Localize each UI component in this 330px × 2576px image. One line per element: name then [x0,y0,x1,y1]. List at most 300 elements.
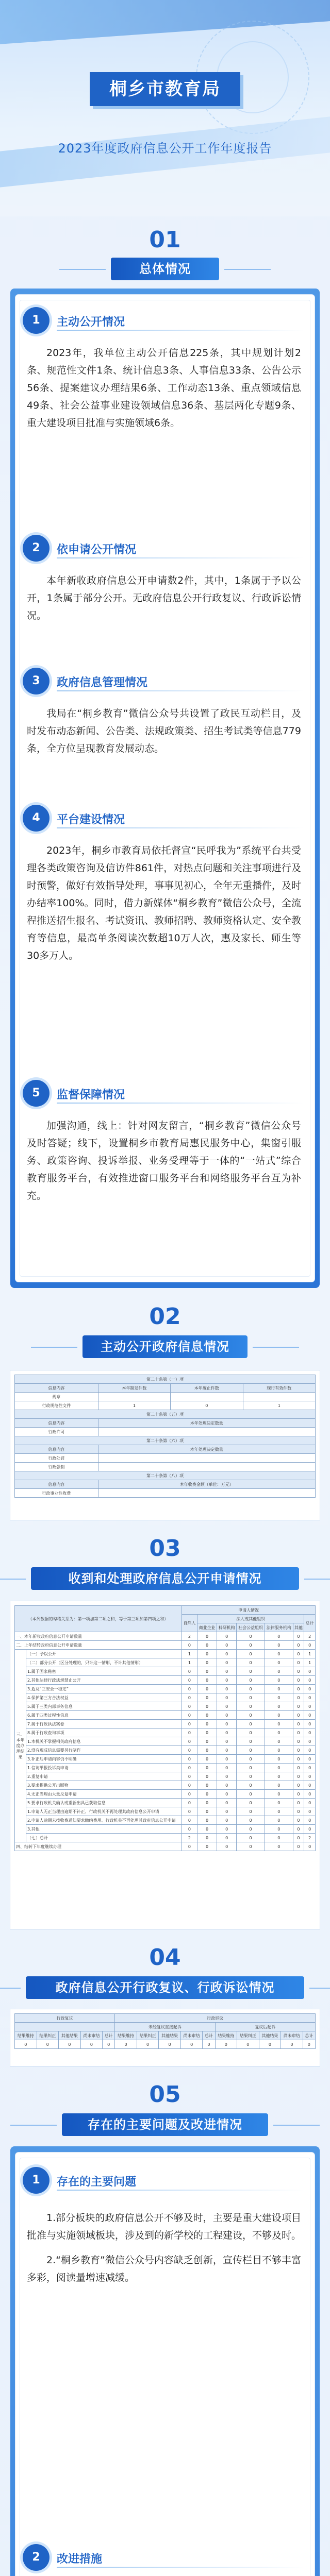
row-label: 1.申请人无正当理由逾期不补正、行政机关不再处理其政府信息公开申请 [26,1807,182,1816]
table-cell: 0 [265,1842,293,1851]
table-cell: 0 [197,1632,217,1641]
table-cell: 0 [197,1746,217,1755]
item-heading: 改进措施 [57,2553,103,2566]
table-cell: 0 [217,1650,237,1658]
table-cell: 0 [197,1728,217,1737]
table-row [15,1834,316,1842]
table-cell: 0 [265,1650,293,1658]
col-header: 结果维持 [215,2031,237,2040]
col-header: 其他结果 [259,2031,281,2040]
table-cell: 0 [197,1755,217,1764]
item-heading: 平台建设情况 [57,814,125,826]
table-cell: 0 [265,1720,293,1728]
table-cell: 0 [237,1702,265,1711]
row-label: （一）予以公开 [26,1650,182,1658]
table-cell: 0 [182,1676,197,1685]
table-cell: 0 [293,1816,304,1825]
item-text: 1.部分板块的政府信息公开不够及时，主要是重大建设项目批准与实施领域板块，涉及到的新学校的工程建设，不够及时。 [27,2212,302,2241]
table-cell: 0 [237,2040,259,2049]
table-cell: 0 [171,1401,243,1410]
table-cell: 0 [293,1825,304,1834]
table-cell: 0 [237,1632,265,1641]
section-number: 02 [149,1303,181,1330]
table-cell: 0 [217,1693,237,1702]
table-cell: 0 [217,1772,237,1781]
item-heading: 政府信息管理情况 [57,676,148,689]
table-cell: 0 [237,1842,265,1851]
table-cell: 0 [217,1641,237,1650]
table-cell: 0 [265,1658,293,1667]
row-label: 行政处罚 [15,1454,98,1463]
row-label: （七）总计 [26,1834,182,1842]
table-row [15,1746,316,1755]
table-cell: 0 [237,1728,265,1737]
table-cell: 0 [304,1685,316,1693]
table-cell: 0 [265,1632,293,1641]
table-row [15,1764,316,1772]
item-number-badge: 1 [23,307,50,334]
table-cell: 0 [237,1737,265,1746]
table-cell: 0 [304,1728,316,1737]
row-label: 行政事业性收费 [15,1489,98,1498]
table-cell: 0 [237,1676,265,1685]
col-header: 申请人情况 [182,1606,315,1615]
section-title: 政府信息公开行政复议、行政诉讼情况 [26,1976,304,1999]
row-label: 3.要求提供公开出版物 [26,1781,182,1790]
col-header: 尚未审结 [80,2031,103,2040]
row-label: 1.本机关不掌握相关政府信息 [26,1737,182,1746]
table-cell: 0 [304,1676,316,1685]
table-caption: 第二十条第（五）项 [15,1410,316,1419]
item-heading: 主动公开情况 [57,316,125,329]
row-label: 2.没有现成信息需要另行制作 [26,1746,182,1755]
table-cell: 0 [137,2040,159,2049]
table-cell: 0 [217,1658,237,1667]
table-cell: 0 [293,1764,304,1772]
table-cell: 0 [182,1799,197,1807]
section-5-panel [10,2146,320,2576]
table-row [15,1641,316,1650]
row-label: 1.信访举报投诉类申请 [26,1764,182,1772]
table-cell: 0 [197,1693,217,1702]
table-cell: 0 [265,1790,293,1799]
table-cell: 0 [80,2040,103,2049]
item-number-badge: 1 [23,2167,50,2194]
section-title: 主动公开政府信息情况 [82,1335,248,1358]
table-cell: 0 [304,1737,316,1746]
row-label: 行政许可 [15,1428,98,1436]
table-cell: 0 [217,1781,237,1790]
row-label: 2.重复申请 [26,1772,182,1781]
item-text: 2023年，桐乡市教育局依托督宣“民呼我为”系统平台共受理各类政策咨询及信访件861件，对热点问题和关注事项进行及时预警，做好有效指导处理，事事见初心，全年无重播件，及时办结率100%。同时，借力新媒体“桐乡教育”微信公众号，全流程推送招生报名、考试资讯、教师招聘、教师资格认定、安全教育等信息，最高单条阅读次数超10万人次，惠及家长、师生等30多万人。 [27,845,302,961]
table-cell: 0 [237,1667,265,1676]
row-label: 3.补正后申请内容仍不明确 [26,1755,182,1764]
table-cell: 0 [293,1790,304,1799]
table-cell: 0 [237,1772,265,1781]
table-cell: 0 [265,1737,293,1746]
table-cell: 0 [197,1764,217,1772]
table-row [15,1676,316,1685]
table-cell: 0 [197,1799,217,1807]
table-cell: 0 [197,1834,217,1842]
table-cell: 0 [237,1834,265,1842]
proactive-disclosure-table [10,1370,320,1520]
table-cell: 0 [182,1746,197,1755]
overview-item [23,535,307,624]
table-cell: 0 [197,1790,217,1799]
item-text: 本年新收政府信息公开申请数2件，其中，1条属于予以公开，1条属于部分公开。无政府信息公开行政复议、行政诉讼情况。 [27,575,301,621]
table-cell: 0 [237,1781,265,1790]
table-cell: 0 [197,1842,217,1851]
table-cell: 0 [182,1816,197,1825]
col-header: 信息内容 [15,1419,98,1428]
table-row [15,1781,316,1790]
table-cell: 0 [293,1842,304,1851]
table-row [15,1755,316,1764]
table-cell: 0 [217,1842,237,1851]
table-cell: 0 [197,1781,217,1790]
row-label: 2.其他法律行政法规禁止公开 [26,1676,182,1685]
col-header: 总计 [203,2031,215,2040]
item-number-badge: 2 [23,2544,50,2571]
table-cell: 0 [293,1807,304,1816]
table-cell: 0 [197,1807,217,1816]
table-cell: 0 [197,1702,217,1711]
table-cell: 0 [197,1685,217,1693]
col-header: 法人或其他组织 [197,1615,304,1623]
table-cell: 0 [180,2040,203,2049]
table-cell: 0 [217,1790,237,1799]
table-cell: 0 [265,1755,293,1764]
section-title: 总体情况 [111,258,219,280]
row-label: 规章 [15,1393,98,1401]
table-cell: 0 [217,1702,237,1711]
table-cell: 0 [217,1746,237,1755]
overview-item [23,307,307,432]
row-label: 2.申请人逾期未按收费通知要求缴纳费用、行政机关不再处理其政府信息公开申请 [26,1816,182,1825]
col-header: 信息内容 [15,1384,98,1393]
table-caption: 第二十条第（一）项 [15,1375,316,1384]
table-cell: 0 [265,1728,293,1737]
row-label: 1.属于国家秘密 [26,1667,182,1676]
table-cell: 0 [203,2040,215,2049]
table-cell: 0 [217,1737,237,1746]
col-header: 结果纠正 [237,2031,259,2040]
table-cell: 0 [304,1842,316,1851]
table-cell: 0 [293,1702,304,1711]
table-cell: 0 [237,1641,265,1650]
table-cell: 0 [304,1720,316,1728]
table-cell: 0 [304,1711,316,1720]
overview-item [23,805,307,964]
table-cell: 0 [293,1685,304,1693]
table-cell: 0 [293,1737,304,1746]
table-cell: 0 [304,1641,316,1650]
col-header: 复议后起诉 [215,2023,315,2031]
col-header: 结果纠正 [137,2031,159,2040]
section-title: 收到和处理政府信息公开申请情况 [31,1567,299,1590]
table-cell: 2 [182,1834,197,1842]
table-cell: 0 [293,1781,304,1790]
table-cell: 0 [237,1755,265,1764]
table-cell: 0 [182,1790,197,1799]
table-cell: 0 [217,1755,237,1764]
col-header: （本列数据的勾稽关系为：第一项加第二项之和，等于第三项加第四项之和） [15,1606,182,1632]
table-row [15,1799,316,1807]
overview-item [23,1080,307,1205]
table-cell: 1 [98,1401,170,1410]
item-number-badge: 5 [23,1080,50,1107]
table-cell: 0 [197,1641,217,1650]
item-heading: 监督保障情况 [57,1089,125,1101]
table-row [15,1693,316,1702]
row-label: 3.其他 [26,1825,182,1834]
table-cell: 0 [182,1685,197,1693]
col-header: 尚未审结 [180,2031,203,2040]
table-cell: 0 [182,1781,197,1790]
row-label: 一、本年新收政府信息公开申请数量 [15,1632,182,1641]
table-cell: 0 [197,1825,217,1834]
table-cell: 0 [182,1825,197,1834]
table-cell: 1 [182,1658,197,1667]
table-cell: 0 [304,1667,316,1676]
table-cell: 0 [197,1676,217,1685]
col-header: 本年废止件数 [171,1384,243,1393]
table-cell: 0 [304,1790,316,1799]
header-banner [0,0,330,216]
table-row [15,1650,316,1658]
table-cell: 0 [237,1720,265,1728]
table-cell: 0 [265,1807,293,1816]
table-cell: 0 [293,1693,304,1702]
row-label: 行政强制 [15,1463,98,1471]
application-table [10,1601,320,1929]
table-row [15,1667,316,1676]
table-row [15,1711,316,1720]
table-cell: 0 [265,1834,293,1842]
table-cell: 0 [197,1816,217,1825]
page-title: 桐乡市教育局 [90,72,240,106]
item-number-badge: 2 [23,535,50,562]
table-cell: 0 [265,1676,293,1685]
table-cell: 0 [217,1816,237,1825]
col-header: 结果维持 [15,2031,37,2040]
table-cell: 0 [217,1685,237,1693]
col-header: 行政复议 [15,2014,115,2023]
table-row [15,1772,316,1781]
table-cell: 0 [265,1781,293,1790]
table-cell: 0 [217,1728,237,1737]
table-row [15,1720,316,1728]
table-cell: 0 [304,1693,316,1702]
table-cell: 0 [217,1807,237,1816]
section-5-card [15,2153,315,2576]
table-cell: 0 [237,1650,265,1658]
table-caption: 第二十条第（八）项 [15,1471,316,1480]
col-header: 本年处理决定数量 [98,1445,315,1454]
table-cell: 2 [182,1632,197,1641]
table-cell: 0 [293,1632,304,1641]
table-cell: 2 [304,1834,316,1842]
table-row [15,1790,316,1799]
table-cell: 0 [217,1676,237,1685]
row-label: 四、结转下年度继续办理 [15,1842,182,1851]
table-cell: 0 [182,1728,197,1737]
improvement-item [23,2544,307,2576]
table-cell: 0 [182,1807,197,1816]
table-cell: 0 [197,1772,217,1781]
table-cell: 0 [293,1720,304,1728]
table-cell: 1 [182,1650,197,1658]
table-cell: 0 [237,1825,265,1834]
table-cell: 0 [293,1755,304,1764]
table-row [15,1842,316,1851]
table-cell: 1 [243,1401,315,1410]
table-cell: 0 [293,1834,304,1842]
section-1-card [15,295,315,1282]
page-subtitle: 2023年度政府信息公开工作年度报告 [58,141,272,156]
table-cell: 0 [182,1702,197,1711]
section-1-panel [10,289,320,1288]
table-cell: 0 [15,2040,37,2049]
row-label: 8.属于行政查询事项 [26,1728,182,1737]
item-text: 2023年，我单位主动公开信息225条，其中规划计划2条、规范性文件1条、统计信息3条、人事信息33条、公告公示56条、提案建议办理结果6条、工作动态13条、重点领域信息49条、社会公益事业建设领域信息36条、基层两化专题9条、重大建设项目批准与实施领域6条。 [27,347,301,429]
table-cell: 0 [237,1799,265,1807]
row-label: 5.属于三类内部事务信息 [26,1702,182,1711]
col-header: 本年制发件数 [98,1384,170,1393]
row-label: （二）部分公开（区分处理的，只计这一情形，不计其他情形） [26,1658,182,1667]
item-text: 我局在“桐乡教育”微信公众号共设置了政民互动栏目，及时发布动态新闻、公告类、法规政策类、招生考试类等信息779条，全方位呈现教育发展动态。 [27,708,301,754]
table-cell: 0 [217,1764,237,1772]
table-row [15,1737,316,1746]
table-cell: 0 [293,1650,304,1658]
table-cell: 0 [182,1667,197,1676]
table-cell: 0 [304,1781,316,1790]
table-cell: 0 [237,1816,265,1825]
table-cell: 0 [217,1799,237,1807]
row-label: 4.保护第三方合法权益 [26,1693,182,1702]
table-row [15,1728,316,1737]
item-number-badge: 4 [23,805,50,832]
col-header: 社会公益组织 [237,1623,265,1632]
col-header: 本年处理决定数量 [98,1419,315,1428]
table-cell: 0 [59,2040,81,2049]
table-cell: 0 [237,1693,265,1702]
table-cell: 0 [293,1658,304,1667]
table-cell: 0 [182,1842,197,1851]
table-cell: 0 [103,2040,115,2049]
table-cell: 0 [217,1825,237,1834]
section-title: 存在的主要问题及改进情况 [62,2113,268,2136]
table-cell: 0 [197,1650,217,1658]
table-row [15,1825,316,1834]
col-header: 法律服务机构 [265,1623,293,1632]
table-cell: 0 [197,1658,217,1667]
table-row [15,1685,316,1693]
table-cell: 0 [293,1746,304,1755]
table-cell: 0 [293,1799,304,1807]
table-cell: 0 [197,1711,217,1720]
section-number: 05 [149,2081,181,2108]
col-header: 本年收费金额（单位：万元） [98,1480,315,1489]
col-header: 未经复议直接起诉 [115,2023,215,2031]
table-cell: 0 [265,1685,293,1693]
table-cell: 0 [115,2040,137,2049]
table-cell: 0 [237,1764,265,1772]
table-cell: 0 [293,1641,304,1650]
table-cell: 0 [197,1737,217,1746]
table-cell: 0 [265,1702,293,1711]
table-cell: 0 [217,1632,237,1641]
table-cell: 0 [159,2040,181,2049]
table-cell: 1 [304,1650,316,1658]
table-row [15,1702,316,1711]
table-cell: 0 [265,1799,293,1807]
table-cell: 0 [304,1702,316,1711]
section-number: 03 [149,1535,181,1562]
table-cell: 0 [182,1755,197,1764]
table-cell: 0 [281,2040,303,2049]
table-cell: 0 [304,1772,316,1781]
table-cell: 0 [197,1720,217,1728]
table-cell: 0 [237,1746,265,1755]
table-cell: 2 [304,1632,316,1641]
table-cell: 0 [265,1772,293,1781]
table-cell: 0 [217,1834,237,1842]
table-row [15,1816,316,1825]
table-cell: 0 [304,1755,316,1764]
table-caption: 第二十条第（六）项 [15,1436,316,1445]
table-cell: 0 [293,1772,304,1781]
col-header: 科研机构 [217,1623,237,1632]
row-label: 7.属于行政执法案卷 [26,1720,182,1728]
table-cell: 0 [217,1711,237,1720]
table-cell: 0 [303,2040,315,2049]
table-cell: 0 [265,1764,293,1772]
table-cell: 0 [182,1641,197,1650]
table-cell: 0 [182,1772,197,1781]
col-header: 尚未审结 [281,2031,303,2040]
table-cell: 0 [265,1641,293,1650]
item-text: 加强沟通，线上：针对网友留言，“桐乡教育”微信公众号及时答疑；线下，设置桐乡市教育局惠民服务中心，集窗引服务、政策咨询、投诉举报、业务受理等于一体的“一站式”综合教育服务平台，有效推进窗口服务平台和网络服务平台互为补充。 [27,1120,301,1201]
table-cell: 0 [182,1720,197,1728]
row-label: 4.无正当理由大量反复申请 [26,1790,182,1799]
table-cell: 0 [197,1667,217,1676]
table-cell: 0 [237,1790,265,1799]
table-cell: 1 [304,1658,316,1667]
col-header: 自然人 [182,1615,197,1632]
col-header: 行政诉讼 [115,2014,316,2023]
col-header: 总计 [103,2031,115,2040]
table-cell: 0 [265,1816,293,1825]
col-header: 信息内容 [15,1445,98,1454]
table-cell: 0 [265,1693,293,1702]
item-text: 2.“桐乡教育”微信公众号内容缺乏创新，宣传栏目不够丰富多彩，阅读量增速减缓。 [27,2255,301,2283]
table-cell: 0 [217,1720,237,1728]
table-row [15,1658,316,1667]
table-cell: 0 [293,1676,304,1685]
table-cell: 0 [237,1711,265,1720]
col-header: 其他结果 [59,2031,81,2040]
item-heading: 依申请公开情况 [57,544,137,556]
table-cell: 0 [182,1711,197,1720]
row-label: 行政规范性文件 [15,1401,98,1410]
table-cell: 0 [265,1667,293,1676]
col-header: 结果维持 [115,2031,137,2040]
col-header: 总计 [303,2031,315,2040]
table-cell: 0 [265,1746,293,1755]
row-label: 二、上年结转政府信息公开申请数量 [15,1641,182,1650]
